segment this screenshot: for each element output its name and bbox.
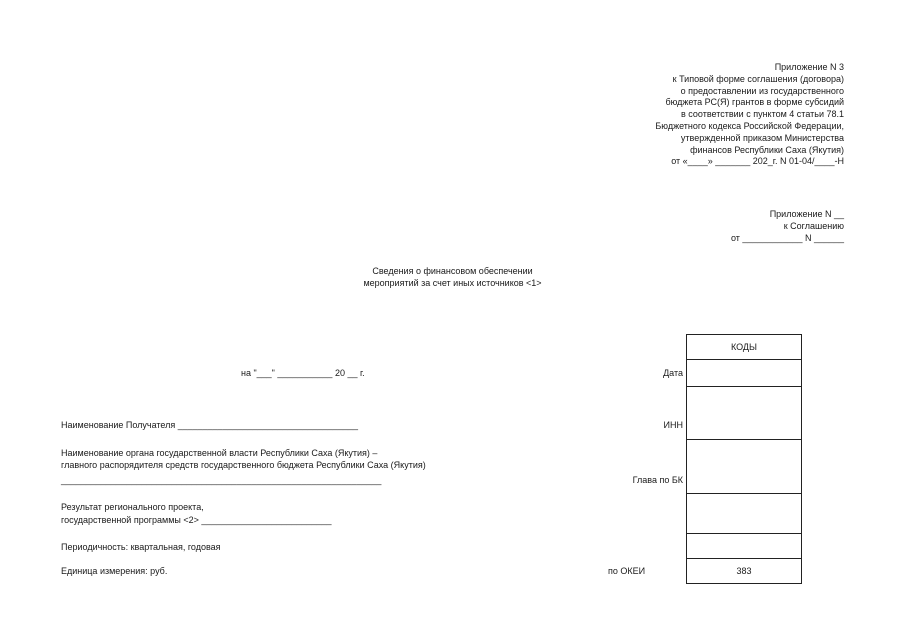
appendix-line: к Типовой форме соглашения (договора) — [672, 73, 844, 84]
date-code-cell[interactable] — [687, 360, 801, 387]
appendix-header — [655, 62, 844, 168]
title-line-2: мероприятий за счет иных источников <1> — [363, 278, 542, 288]
periodicity-code-cell[interactable] — [687, 534, 801, 559]
appendix-line: от «____» _______ 202_г. N 01-04/____-Н — [671, 156, 844, 167]
agreement-line: от ____________ N ______ — [730, 232, 844, 243]
agreement-line: Приложение N __ — [769, 209, 844, 219]
codes-header: КОДЫ — [730, 342, 757, 352]
appendix-line: бюджета РС(Я) грантов в форме субсидий — [665, 97, 844, 108]
chapter-code-label: Глава по БК — [632, 475, 683, 485]
okei-code-label: по ОКЕИ — [608, 566, 646, 576]
inn-code-label: ИНН — [663, 420, 683, 430]
result-field: государственной программы <2> __________________________ — [61, 515, 332, 525]
okei-code-cell — [687, 559, 801, 584]
authority-label-line-1: Наименование органа государственной власти Республики Саха (Якутия) – — [61, 448, 378, 458]
agreement-header — [731, 209, 844, 244]
agreement-line: к Соглашению — [783, 220, 844, 231]
authority-field-line: ________________________________________________________________ — [61, 475, 382, 485]
recipient-field: Наименование Получателя ____________________________________ — [61, 420, 358, 430]
appendix-line: утвержденной приказом Министерства — [680, 132, 844, 143]
date-code-label: Дата — [663, 368, 683, 378]
appendix-line: о предоставлении из государственного — [680, 85, 844, 96]
report-date-line: на "___" ___________ 20 __ г. — [241, 368, 365, 378]
appendix-line: Бюджетного кодекса Российской Федерации, — [655, 120, 844, 131]
unit-field: Единица измерения: руб. — [61, 566, 168, 576]
appendix-line: в соответствии с пунктом 4 статьи 78.1 — [681, 109, 844, 120]
periodicity-field: Периодичность: квартальная, годовая — [61, 542, 221, 552]
codes-table — [686, 334, 802, 584]
chapter-code-cell[interactable] — [687, 440, 801, 494]
inn-code-cell[interactable] — [687, 387, 801, 440]
title-line-1: Сведения о финансовом обеспечении — [372, 266, 533, 276]
result-label-line-1: Результат регионального проекта, — [61, 502, 204, 512]
appendix-line: финансов Республики Саха (Якутия) — [690, 144, 844, 155]
authority-label-line-2: главного распорядителя средств государственного бюджета Республики Саха (Якутия) — [61, 460, 426, 470]
okei-code-value: 383 — [736, 566, 752, 576]
codes-header-cell — [687, 335, 801, 360]
document-title — [0, 265, 905, 289]
appendix-line: Приложение N 3 — [774, 62, 844, 72]
result-code-cell[interactable] — [687, 494, 801, 534]
